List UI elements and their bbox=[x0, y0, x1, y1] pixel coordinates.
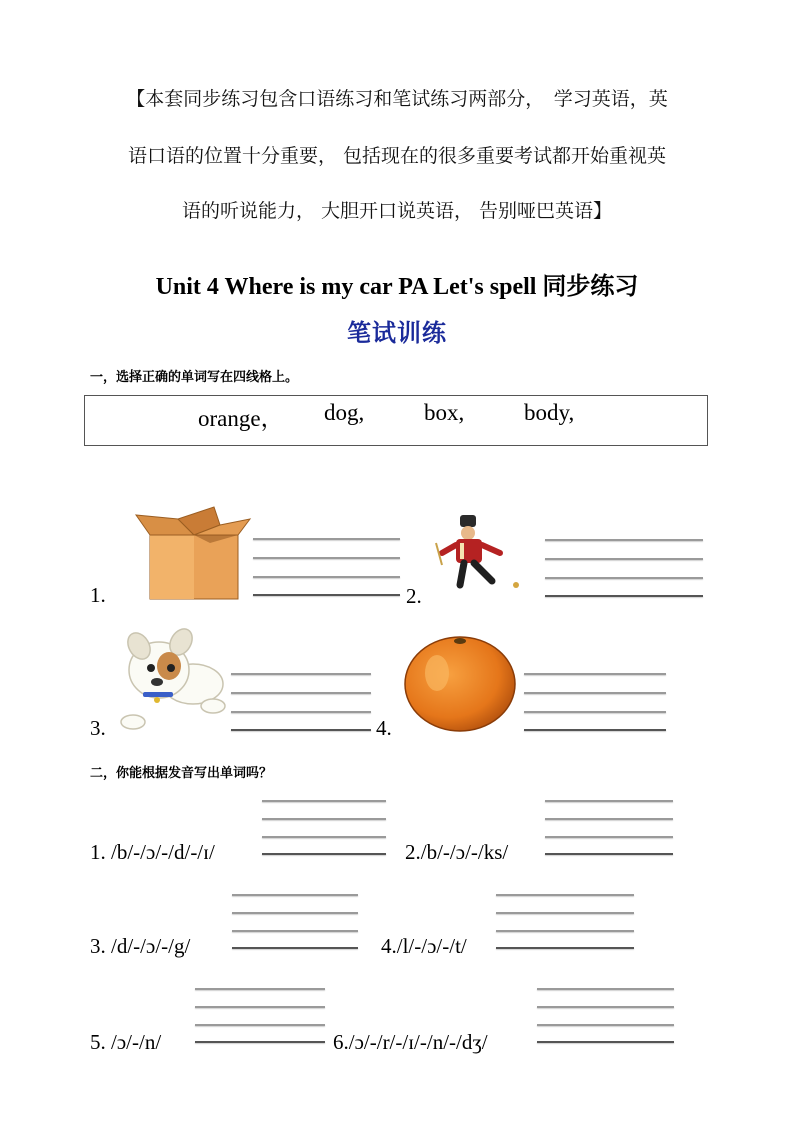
intro-line-2: 语口语的位置十分重要， 包括现在的很多重要考试都开始重视英 bbox=[127, 145, 667, 167]
word-bank-word: box, bbox=[424, 400, 465, 425]
page-title: Unit 4 Where is my car PA Let's spell 同步练习 bbox=[155, 274, 639, 300]
phonetic-prompt: 4./l/-/ɔ/-/t/ bbox=[381, 934, 467, 958]
puppy-dog-image bbox=[117, 626, 229, 732]
cardboard-box-image bbox=[134, 505, 252, 603]
word-bank-word: orange， bbox=[198, 406, 284, 431]
item-number: 4. bbox=[376, 716, 392, 740]
four-line-grid[interactable] bbox=[496, 894, 634, 954]
four-line-grid[interactable] bbox=[545, 539, 703, 599]
phonetic-prompt: 6./ɔ/-/r/-/ɪ/-/n/-/dʒ/ bbox=[333, 1030, 488, 1054]
page-subtitle: 笔试训练 bbox=[347, 319, 447, 347]
four-line-grid[interactable] bbox=[195, 988, 325, 1048]
word-bank-word: body, bbox=[524, 400, 575, 425]
four-line-grid[interactable] bbox=[262, 800, 386, 860]
item-number: 2. bbox=[406, 584, 422, 608]
toy-soldier-image bbox=[430, 513, 522, 593]
word-bank-word: dog, bbox=[324, 400, 365, 425]
phonetic-prompt: 2./b/-/ɔ/-/ks/ bbox=[405, 840, 509, 864]
intro-line-1: 【本套同步练习包含口语练习和笔试练习两部分， 学习英语，英 bbox=[126, 88, 668, 110]
four-line-grid[interactable] bbox=[537, 988, 674, 1048]
word-bank-box bbox=[84, 395, 708, 446]
item-number: 1. bbox=[90, 583, 106, 607]
item-number: 3. bbox=[90, 716, 106, 740]
four-line-grid[interactable] bbox=[524, 673, 666, 733]
section-2-heading: 二，你能根据发音写出单词吗？ bbox=[90, 766, 273, 781]
section-1-heading: 一，选择正确的单词写在四线格上。 bbox=[90, 370, 299, 385]
four-line-grid[interactable] bbox=[231, 673, 371, 733]
four-line-grid[interactable] bbox=[253, 538, 400, 598]
four-line-grid[interactable] bbox=[232, 894, 358, 954]
orange-fruit-image bbox=[403, 633, 517, 733]
intro-line-3: 语的听说能力， 大胆开口说英语， 告别哑巴英语】 bbox=[181, 200, 613, 222]
four-line-grid[interactable] bbox=[545, 800, 673, 860]
phonetic-prompt: 5. /ɔ/-/n/ bbox=[90, 1030, 162, 1054]
phonetic-prompt: 1. /b/-/ɔ/-/d/-/ɪ/ bbox=[90, 840, 215, 864]
phonetic-prompt: 3. /d/-/ɔ/-/g/ bbox=[90, 934, 191, 958]
